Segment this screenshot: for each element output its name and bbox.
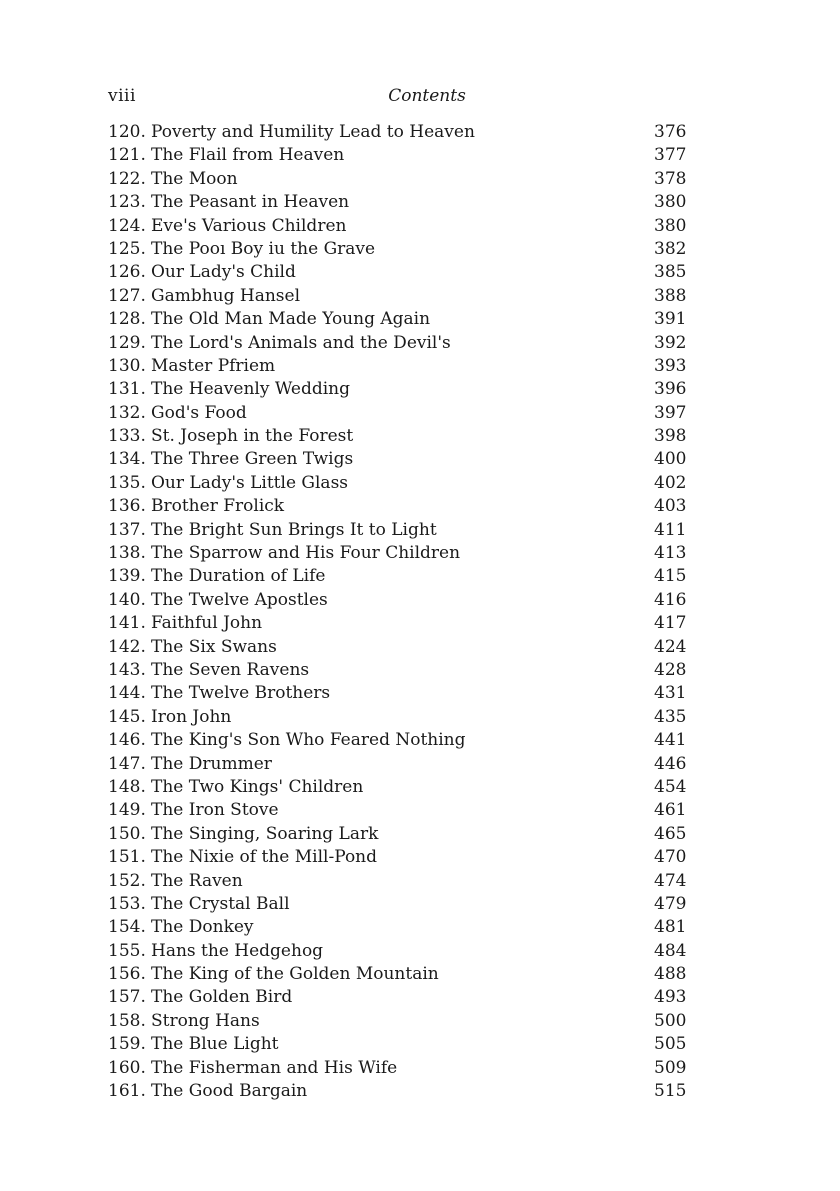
entry-number: 125. xyxy=(108,238,146,259)
entry-number: 124. xyxy=(108,215,146,236)
entry-number: 158. xyxy=(108,1010,146,1031)
entry-page-number: 505 xyxy=(654,1034,687,1055)
entry-title: The Bright Sun Brings It to Light xyxy=(151,519,437,540)
entry-page-number: 416 xyxy=(654,589,687,610)
entry-title: The Twelve Brothers xyxy=(151,683,331,704)
entry-number: 160. xyxy=(108,1057,146,1078)
entry-title: The King's Son Who Feared Nothing xyxy=(151,730,466,751)
entry-title: The Old Man Made Young Again xyxy=(151,309,431,330)
entry-title: The Duration of Life xyxy=(151,566,326,587)
entry-number: 159. xyxy=(108,1034,146,1055)
entry-title: Strong Hans xyxy=(151,1010,260,1031)
entry-number: 142. xyxy=(108,636,146,657)
entry-number: 141. xyxy=(108,613,146,634)
entry-title: The Moon xyxy=(151,168,238,189)
entry-number: 150. xyxy=(108,823,146,844)
toc-entry xyxy=(108,378,688,401)
toc-entry xyxy=(108,1033,688,1056)
toc-entry xyxy=(108,612,688,635)
entry-number: 135. xyxy=(108,472,146,493)
entry-page-number: 376 xyxy=(654,122,687,142)
entry-number: 147. xyxy=(108,753,146,774)
entry-page-number: 388 xyxy=(654,285,687,306)
entry-number: 144. xyxy=(108,683,146,704)
entry-number: 136. xyxy=(108,496,146,517)
entry-title: Eve's Various Children xyxy=(151,215,347,236)
entry-title: The Peasant in Heaven xyxy=(151,192,350,213)
entry-number: 148. xyxy=(108,776,146,797)
page-folio: viii xyxy=(108,86,136,106)
toc-entry xyxy=(108,168,688,191)
entry-number: 137. xyxy=(108,519,146,540)
toc-entry xyxy=(108,940,688,963)
entry-title: The Heavenly Wedding xyxy=(151,379,351,400)
entry-title: Gambhug Hansel xyxy=(151,285,301,306)
entry-page-number: 493 xyxy=(654,987,687,1008)
toc-entry xyxy=(108,1080,688,1103)
entry-number: 153. xyxy=(108,893,146,914)
entry-number: 134. xyxy=(108,449,146,470)
entry-title: Master Pfriem xyxy=(151,355,276,376)
entry-number: 120. xyxy=(108,122,146,142)
toc-entry xyxy=(108,542,688,565)
entry-number: 132. xyxy=(108,402,146,423)
entry-page-number: 431 xyxy=(654,683,687,704)
toc-entry xyxy=(108,215,688,238)
entry-title: Faithful John xyxy=(151,613,263,634)
toc-entry xyxy=(108,823,688,846)
entry-number: 138. xyxy=(108,543,146,564)
entry-page-number: 500 xyxy=(654,1010,687,1031)
toc-entry xyxy=(108,519,688,542)
entry-title: The Crystal Ball xyxy=(151,893,290,914)
entry-title: The King of the Golden Mountain xyxy=(151,964,439,985)
entry-number: 123. xyxy=(108,192,146,213)
entry-title: The Sparrow and His Four Children xyxy=(151,543,461,564)
entry-title: The Donkey xyxy=(151,917,254,938)
entry-number: 152. xyxy=(108,870,146,891)
entry-page-number: 465 xyxy=(654,823,687,844)
entry-page-number: 515 xyxy=(654,1081,687,1102)
entry-title: Hans the Hedgehog xyxy=(151,940,324,961)
entry-title: The Seven Ravens xyxy=(151,659,310,680)
toc-entry xyxy=(108,1057,688,1080)
entry-number: 139. xyxy=(108,566,146,587)
entry-page-number: 470 xyxy=(654,847,687,868)
toc-entry xyxy=(108,986,688,1009)
entry-title: Our Lady's Child xyxy=(151,262,296,283)
entry-page-number: 378 xyxy=(654,168,687,189)
entry-page-number: 377 xyxy=(654,145,687,166)
entry-page-number: 424 xyxy=(654,636,687,657)
entry-page-number: 391 xyxy=(654,309,687,330)
entry-title: The Three Green Twigs xyxy=(151,449,354,470)
toc-entry xyxy=(108,1010,688,1033)
entry-title: The Pooı Boy iu the Grave xyxy=(151,238,376,259)
entry-title: Our Lady's Little Glass xyxy=(151,472,349,493)
entry-page-number: 454 xyxy=(654,776,687,797)
entry-number: 157. xyxy=(108,987,146,1008)
entry-page-number: 441 xyxy=(654,730,687,751)
entry-number: 146. xyxy=(108,730,146,751)
toc-entry xyxy=(108,355,688,378)
entry-number: 145. xyxy=(108,706,146,727)
entry-title: The Six Swans xyxy=(151,636,277,657)
toc-entry xyxy=(108,659,688,682)
entry-page-number: 428 xyxy=(654,659,687,680)
entry-page-number: 392 xyxy=(654,332,687,353)
entry-number: 156. xyxy=(108,964,146,985)
toc-entry xyxy=(108,261,688,284)
entry-number: 133. xyxy=(108,426,146,447)
toc-entry xyxy=(108,332,688,355)
entry-page-number: 415 xyxy=(654,566,687,587)
entry-number: 121. xyxy=(108,145,146,166)
entry-page-number: 461 xyxy=(654,800,687,821)
entry-number: 131. xyxy=(108,379,146,400)
running-head: Contents xyxy=(388,86,466,106)
entry-title: The Blue Light xyxy=(151,1034,279,1055)
entry-number: 161. xyxy=(108,1081,146,1102)
entry-page-number: 474 xyxy=(654,870,687,891)
toc-entry xyxy=(108,776,688,799)
toc-entry xyxy=(108,916,688,939)
entry-title: The Good Bargain xyxy=(151,1081,308,1102)
entry-number: 129. xyxy=(108,332,146,353)
toc-entry xyxy=(108,799,688,822)
toc-entry xyxy=(108,729,688,752)
entry-page-number: 411 xyxy=(654,519,687,540)
entry-page-number: 484 xyxy=(654,940,687,961)
entry-title: Brother Frolick xyxy=(151,496,285,517)
entry-page-number: 402 xyxy=(654,472,687,493)
entry-title: The Flail from Heaven xyxy=(151,145,345,166)
toc-entry xyxy=(108,846,688,869)
entry-number: 140. xyxy=(108,589,146,610)
entry-page-number: 385 xyxy=(654,262,687,283)
toc-entry xyxy=(108,448,688,471)
toc-entry xyxy=(108,472,688,495)
toc-entry xyxy=(108,402,688,425)
toc-entry xyxy=(108,893,688,916)
entry-page-number: 488 xyxy=(654,964,687,985)
toc-entry xyxy=(108,308,688,331)
entry-title: The Iron Stove xyxy=(151,800,279,821)
entry-page-number: 380 xyxy=(654,192,687,213)
entry-page-number: 481 xyxy=(654,917,687,938)
table-of-contents xyxy=(108,121,688,1103)
entry-page-number: 396 xyxy=(654,379,687,400)
toc-entry xyxy=(108,963,688,986)
entry-page-number: 398 xyxy=(654,426,687,447)
toc-entry xyxy=(108,706,688,729)
toc-entry xyxy=(108,121,688,144)
entry-page-number: 382 xyxy=(654,238,687,259)
entry-page-number: 400 xyxy=(654,449,687,470)
entry-page-number: 397 xyxy=(654,402,687,423)
entry-title: The Two Kings' Children xyxy=(151,776,364,797)
entry-number: 128. xyxy=(108,309,146,330)
entry-title: The Fisherman and His Wife xyxy=(151,1057,398,1078)
entry-title: The Golden Bird xyxy=(151,987,293,1008)
entry-page-number: 446 xyxy=(654,753,687,774)
entry-number: 122. xyxy=(108,168,146,189)
entry-title: The Lord's Animals and the Devil's xyxy=(151,332,451,353)
entry-title: God's Food xyxy=(151,402,247,423)
entry-page-number: 417 xyxy=(654,613,687,634)
page-header xyxy=(108,86,688,110)
entry-page-number: 403 xyxy=(654,496,687,517)
toc-entry xyxy=(108,870,688,893)
toc-entry xyxy=(108,285,688,308)
entry-page-number: 479 xyxy=(654,893,687,914)
entry-page-number: 393 xyxy=(654,355,687,376)
toc-entry xyxy=(108,495,688,518)
toc-entry xyxy=(108,753,688,776)
entry-title: The Twelve Apostles xyxy=(151,589,328,610)
entry-title: The Singing, Soaring Lark xyxy=(151,823,379,844)
entry-title: Poverty and Humility Lead to Heaven xyxy=(151,122,475,142)
entry-title: The Drummer xyxy=(151,753,272,774)
toc-entry xyxy=(108,589,688,612)
entry-title: The Raven xyxy=(151,870,243,891)
entry-page-number: 380 xyxy=(654,215,687,236)
entry-title: St. Joseph in the Forest xyxy=(151,426,354,447)
toc-entry xyxy=(108,565,688,588)
entry-page-number: 413 xyxy=(654,543,687,564)
entry-number: 130. xyxy=(108,355,146,376)
entry-number: 154. xyxy=(108,917,146,938)
toc-entry xyxy=(108,636,688,659)
entry-number: 127. xyxy=(108,285,146,306)
toc-entry xyxy=(108,682,688,705)
entry-number: 151. xyxy=(108,847,146,868)
entry-number: 149. xyxy=(108,800,146,821)
entry-page-number: 509 xyxy=(654,1057,687,1078)
entry-title: The Nixie of the Mill-Pond xyxy=(151,847,378,868)
toc-entry xyxy=(108,191,688,214)
entry-title: Iron John xyxy=(151,706,232,727)
entry-number: 143. xyxy=(108,659,146,680)
entry-number: 155. xyxy=(108,940,146,961)
entry-number: 126. xyxy=(108,262,146,283)
toc-entry xyxy=(108,425,688,448)
toc-entry xyxy=(108,144,688,167)
toc-entry xyxy=(108,238,688,261)
entry-page-number: 435 xyxy=(654,706,687,727)
